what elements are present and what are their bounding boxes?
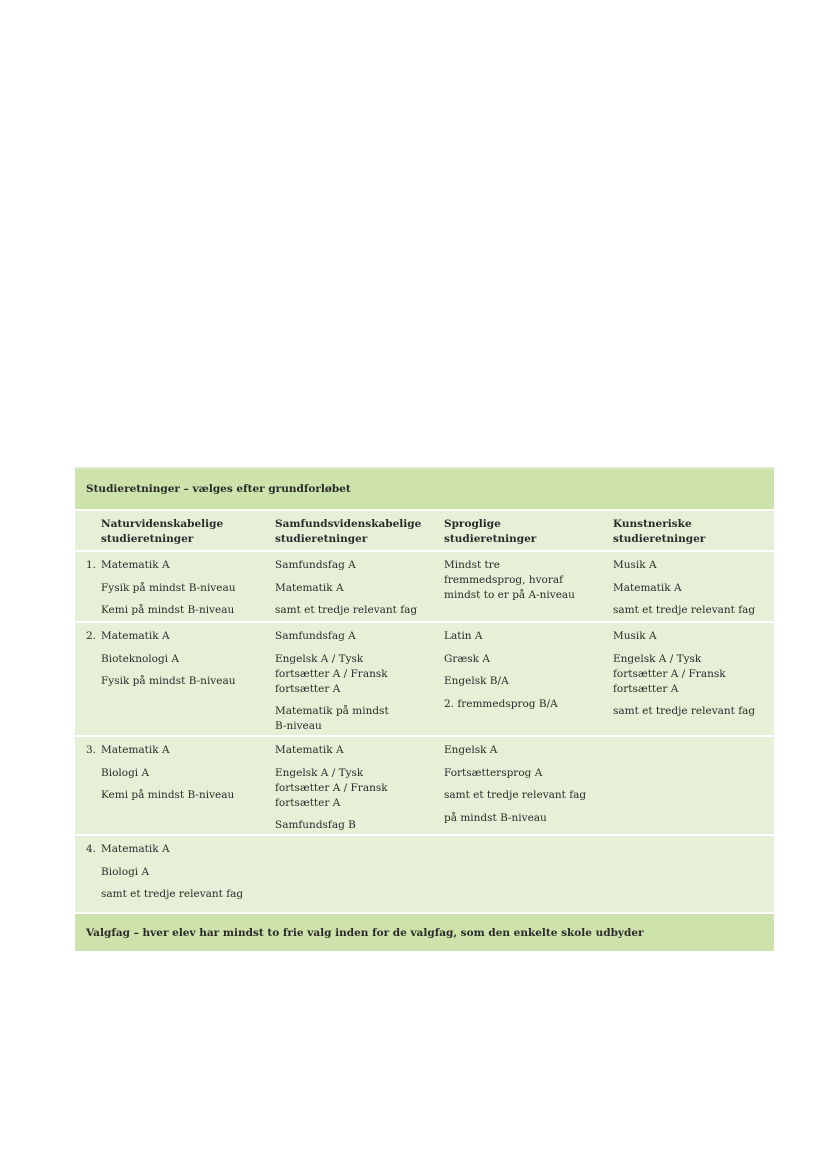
table-title: Studieretninger – vælges efter grundforløbet <box>75 469 774 509</box>
subject: Matematik A <box>275 581 344 594</box>
table-row <box>75 735 774 834</box>
subject: Samfundsfag B <box>275 819 356 831</box>
cell-social-sciences <box>275 629 444 735</box>
subject: samt et tredje relevant fag <box>613 705 756 717</box>
cell-social-sciences <box>275 842 444 912</box>
subject: 2. fremmedsprog B/A <box>444 697 558 710</box>
header-line: studieretninger <box>275 533 368 545</box>
cell-arts <box>613 558 774 621</box>
header-languages <box>444 517 613 550</box>
subject: Kemi på mindst B-niveau <box>101 789 235 801</box>
header-natural-sciences <box>101 517 275 550</box>
subject: Matematik på mindst B-niveau <box>275 705 389 732</box>
header-line: Kunstneriske <box>613 518 692 530</box>
subject: Engelsk B/A <box>444 675 509 687</box>
cell-languages <box>444 558 613 621</box>
row-number: 3. <box>86 744 97 756</box>
table-row <box>75 621 774 735</box>
cell-languages <box>444 842 613 912</box>
subject: Matematik A <box>101 630 170 642</box>
header-arts <box>613 517 774 550</box>
subject: Matematik A <box>101 843 170 855</box>
cell-social-sciences <box>275 558 444 621</box>
row-number: 4. <box>86 843 97 855</box>
cell-social-sciences <box>275 743 444 834</box>
header-line: studieretninger <box>101 533 194 545</box>
header-line: studieretninger <box>444 533 537 545</box>
subject: samt et tredje relevant fag <box>444 789 587 801</box>
subject: Engelsk A / Tysk fortsætter A / Fransk fortsætter A <box>613 652 726 695</box>
subject: Matematik A <box>101 744 170 756</box>
cell-natural-sciences <box>101 842 275 912</box>
subject: Fortsættersprog A <box>444 766 543 779</box>
cell-arts <box>613 629 774 735</box>
subject: Engelsk A / Tysk fortsætter A / Fransk fortsætter A <box>275 652 388 695</box>
cell-natural-sciences <box>101 629 275 735</box>
subject: Samfundsfag A <box>275 630 356 642</box>
header-line: studieretninger <box>613 533 706 545</box>
subject: Musik A <box>613 630 657 642</box>
subject: Samfundsfag A <box>275 559 356 571</box>
table-footer: Valgfag – hver elev har mindst to frie valg inden for de valgfag, som den enkelte skole udbyder <box>75 912 774 951</box>
subject: Biologi A <box>101 766 150 779</box>
row-number: 1. <box>86 559 97 571</box>
subject: Biologi A <box>101 865 150 878</box>
subject: Engelsk A <box>444 744 498 756</box>
header-social-sciences <box>275 517 444 550</box>
header-spacer <box>75 517 101 550</box>
cell-natural-sciences <box>101 558 275 621</box>
subject: på mindst B-niveau <box>444 811 547 824</box>
cell-languages <box>444 629 613 735</box>
cell-languages <box>444 743 613 834</box>
subject: Matematik A <box>101 559 170 571</box>
table-row <box>75 550 774 621</box>
subject: Matematik A <box>275 744 344 756</box>
study-programs-table <box>75 467 774 951</box>
subject: Engelsk A / Tysk fortsætter A / Fransk fortsætter A <box>275 766 388 809</box>
row-number: 2. <box>86 630 97 642</box>
header-row <box>75 509 774 550</box>
subject: Latin A <box>444 630 483 642</box>
subject: samt et tredje relevant fag <box>613 604 756 616</box>
header-line: Naturvidenskabelige <box>101 518 224 530</box>
cell-arts <box>613 842 774 912</box>
table-row <box>75 834 774 912</box>
cell-arts <box>613 743 774 834</box>
subject: samt et tredje relevant fag <box>101 888 244 900</box>
subject: Fysik på mindst B-niveau <box>101 581 236 594</box>
header-line: Sproglige <box>444 518 501 530</box>
subject: Græsk A <box>444 652 490 665</box>
subject: samt et tredje relevant fag <box>275 604 418 616</box>
subject: Kemi på mindst B-niveau <box>101 604 235 616</box>
subject: Matematik A <box>613 581 682 594</box>
subject: Mindst tre fremmedsprog, hvoraf mindst to er på A-niveau <box>444 559 575 601</box>
header-line: Samfundsvidenskabelige <box>275 518 422 530</box>
subject: Musik A <box>613 559 657 571</box>
subject: Bioteknologi A <box>101 652 179 665</box>
cell-natural-sciences <box>101 743 275 834</box>
subject: Fysik på mindst B-niveau <box>101 675 236 687</box>
